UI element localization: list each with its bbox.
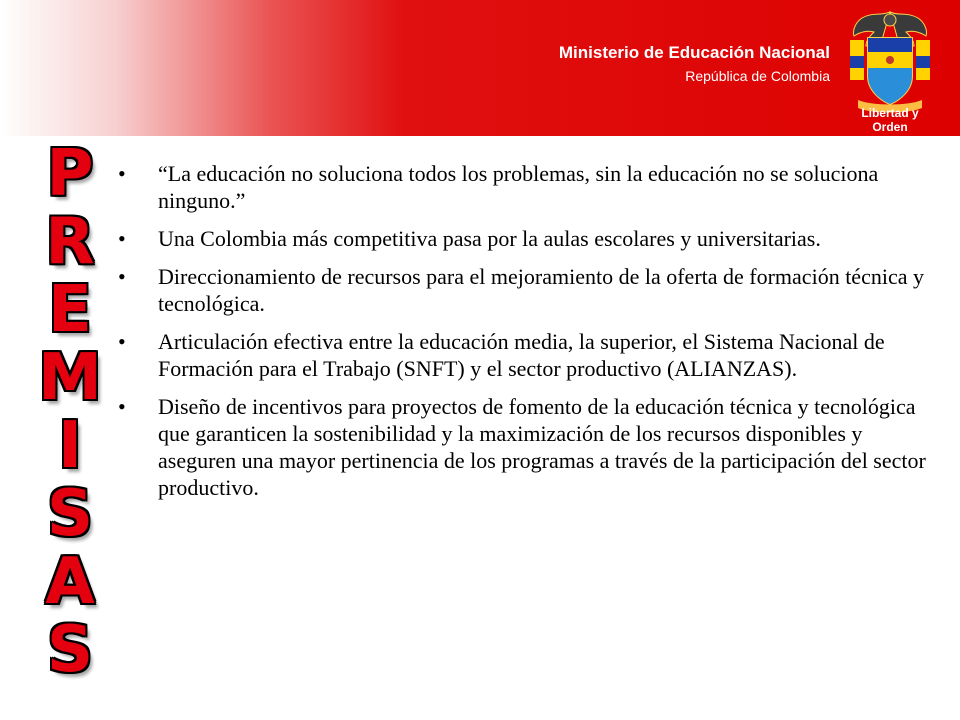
title-letter: A [45, 545, 95, 619]
title-letter: E [48, 273, 92, 347]
list-item [118, 225, 928, 252]
list-item-text: Una Colombia más competitiva pasa por la aulas escolares y universitarias. [158, 226, 821, 251]
title-letter: S [46, 613, 94, 687]
list-item-text: “La educación no soluciona todos los problemas, sin la educación no se soluciona ninguno.” [158, 161, 879, 213]
list-item [118, 160, 928, 214]
list-item-text: Diseño de incentivos para proyectos de fomento de la educación técnica y tecnológica que garanticen la sostenibilidad y la maximización de los recursos disponibles y aseguren una mayor pertinencia de los programas a través de la participación del sector productivo. [158, 394, 926, 500]
title-letter: P [46, 137, 94, 211]
bullet-dot: • [118, 264, 126, 289]
ministry-name: Ministerio de Educación Nacional [558, 43, 830, 62]
motto-label: Libertad y Orden [861, 106, 919, 134]
premise-list [118, 160, 928, 512]
list-item-text: Articulación efectiva entre la educación media, la superior, el Sistema Nacional de Formación para el Trabajo (SNFT) y el sector productivo (ALIANZAS). [158, 329, 885, 381]
list-item [118, 263, 928, 317]
bullet-dot: • [118, 329, 126, 354]
title-letter: S [46, 477, 94, 551]
ministry-block [559, 42, 830, 86]
title-letter: M [38, 341, 102, 415]
bullet-dot: • [118, 161, 126, 186]
title-letter: I [58, 409, 82, 483]
vertical-title-premisas [28, 137, 112, 687]
list-item [118, 393, 928, 501]
bullet-dot: • [118, 226, 126, 251]
header-banner [0, 0, 960, 136]
list-item-text: Direccionamiento de recursos para el mejoramiento de la oferta de formación técnica y tecnológica. [158, 264, 924, 316]
list-item [118, 328, 928, 382]
bullet-dot: • [118, 394, 126, 419]
title-letter: R [45, 205, 95, 279]
ministry-subtitle: República de Colombia [685, 68, 830, 84]
